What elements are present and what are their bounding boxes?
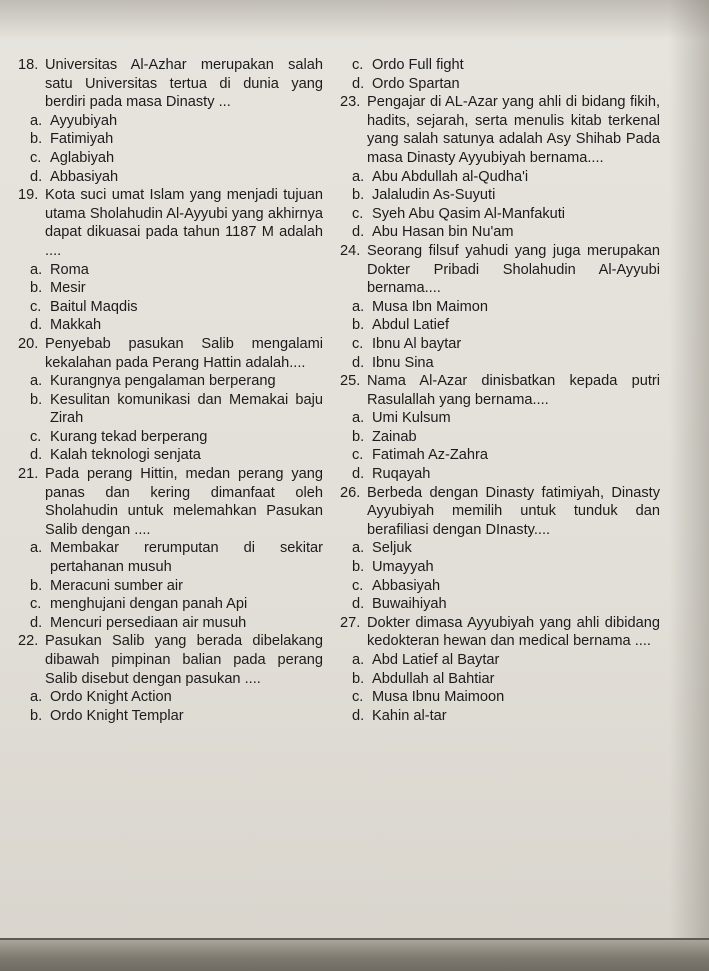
option-letter: a. (30, 112, 43, 129)
option-letter: a. (352, 652, 365, 668)
option-text: Abbasiyah (50, 168, 119, 185)
option-letter: a. (30, 540, 43, 557)
option-c[interactable] (352, 56, 660, 75)
option-text: Abbasiyah (372, 577, 441, 594)
option-letter: b. (30, 577, 43, 594)
option-text: Kalah teknologi senjata (50, 447, 201, 464)
option-letter: a. (352, 168, 365, 185)
question-24 (340, 242, 660, 372)
option-text: Ordo Knight Action (50, 689, 172, 706)
option-d[interactable] (352, 465, 660, 484)
option-d[interactable] (352, 75, 660, 94)
option-letter: d. (30, 614, 43, 631)
option-d[interactable] (352, 223, 660, 242)
page-shadow-right (669, 0, 709, 971)
option-b[interactable] (30, 130, 323, 149)
option-letter: d. (352, 75, 365, 92)
option-letter: c. (352, 577, 364, 594)
option-text: Ruqayah (372, 466, 431, 483)
option-c[interactable] (352, 446, 660, 465)
option-d[interactable] (30, 614, 323, 633)
option-a[interactable] (30, 372, 323, 391)
option-text: Abu Abdullah al-Qudha'i (372, 168, 529, 185)
option-c[interactable] (30, 595, 323, 614)
option-d[interactable] (352, 595, 660, 614)
option-b[interactable] (352, 428, 660, 447)
question-number: 26. (340, 484, 361, 501)
question-text: Pengajar di AL-Azar yang ahli di bidang fikih, hadits, sejarah, serta menulis kitab terkenal yang salah satunya adalah Asy Shihab Pada masa Dinasty Ayyubiyah bernama.... (367, 94, 660, 166)
option-text: Jalaludin As-Suyuti (372, 187, 496, 204)
option-text: Aglabiyah (50, 149, 115, 166)
option-text: Seljuk (372, 540, 412, 557)
question-text: Dokter dimasa Ayyubiyah yang ahli dibidang kedokteran hewan dan medical bernama .... (367, 614, 660, 650)
question-21 (18, 465, 323, 632)
option-text: Kahin al-tar (372, 707, 447, 724)
question-number: 22. (18, 633, 39, 650)
option-letter: a. (30, 373, 43, 390)
question-27 (340, 614, 660, 726)
option-c[interactable] (352, 205, 660, 224)
page-shadow-top (0, 0, 709, 40)
option-letter: c. (352, 335, 364, 352)
option-letter: d. (30, 447, 43, 464)
option-d[interactable] (352, 354, 660, 373)
option-b[interactable] (352, 558, 660, 577)
option-letter: d. (30, 168, 43, 185)
question-text: Nama Al-Azar dinisbatkan kepada putri Rasulallah yang bernama.... (367, 373, 660, 408)
question-number: 27. (340, 614, 361, 631)
option-letter: b. (352, 187, 365, 204)
left-column (18, 56, 323, 725)
option-text: Ordo Knight Templar (50, 707, 184, 724)
option-letter: c. (352, 447, 364, 464)
option-text: Fatimiyah (50, 131, 114, 148)
option-letter: b. (352, 428, 365, 445)
option-a[interactable] (352, 651, 660, 670)
option-letter: c. (30, 149, 42, 166)
option-c[interactable] (30, 298, 323, 317)
option-letter: a. (30, 689, 43, 706)
option-text: Baitul Maqdis (50, 298, 138, 315)
option-text: menghujani dengan panah Api (50, 596, 248, 613)
option-text: Musa Ibn Maimon (372, 298, 488, 315)
question-26 (340, 484, 660, 614)
option-text: Abd Latief al Baytar (372, 652, 500, 668)
question-number: 21. (18, 466, 39, 483)
option-letter: b. (30, 131, 43, 148)
option-text: Ibnu Al baytar (372, 335, 462, 352)
option-letter: b. (30, 391, 43, 408)
option-letter: b. (352, 670, 365, 687)
book-binding-strip (0, 940, 709, 971)
question-text: Pasukan Salib yang berada dibelakang dibawah pimpinan balian pada perang Salib disebut dengan pasukan .... (45, 633, 323, 687)
option-letter: b. (30, 707, 43, 724)
option-a[interactable] (352, 409, 660, 428)
question-number: 18. (18, 57, 39, 73)
option-letter: c. (30, 428, 42, 445)
option-a[interactable] (30, 261, 323, 280)
option-b[interactable] (352, 316, 660, 335)
question-22 (18, 632, 323, 725)
option-text: Buwaihiyah (372, 596, 447, 613)
question-text: Seorang filsuf yahudi yang juga merupakan Dokter Pribadi Sholahudin Al-Ayyubi bernama.... (367, 242, 660, 297)
option-b[interactable] (352, 186, 660, 205)
option-a[interactable] (30, 112, 323, 131)
option-text: Zainab (372, 428, 417, 445)
option-letter: c. (352, 689, 364, 706)
option-letter: a. (352, 410, 365, 427)
option-a[interactable] (30, 539, 323, 576)
option-c[interactable] (352, 335, 660, 354)
option-letter: d. (352, 466, 365, 483)
question-20 (18, 335, 323, 465)
question-number: 25. (340, 373, 361, 390)
question-19 (18, 186, 323, 335)
option-a[interactable] (352, 168, 660, 187)
option-letter: c. (352, 57, 364, 73)
option-b[interactable] (30, 279, 323, 298)
question-text: Kota suci umat Islam yang menjadi tujuan utama Sholahudin Al-Ayyubi yang akhirnya dapat dikuasai pada tahun 1187 M adalah .... (45, 187, 323, 259)
option-a[interactable] (30, 688, 323, 707)
option-text: Abdul Latief (372, 317, 450, 334)
option-letter: c. (30, 298, 42, 315)
option-text: Kurang tekad berperang (50, 428, 208, 445)
option-letter: d. (352, 707, 365, 724)
question-text: Universitas Al-Azhar merupakan salah satu Universitas tertua di dunia yang berdiri pada masa Dinasty ... (45, 57, 323, 111)
option-text: Fatimah Az-Zahra (372, 447, 488, 464)
question-number: 19. (18, 187, 39, 204)
question-23 (340, 93, 660, 242)
option-letter: a. (352, 298, 365, 315)
question-number: 20. (18, 335, 39, 352)
option-text: Syeh Abu Qasim Al-Manfakuti (372, 205, 566, 222)
option-letter: d. (352, 596, 365, 613)
option-d[interactable] (30, 446, 323, 465)
option-text: Umayyah (372, 559, 434, 576)
right-column (340, 56, 660, 725)
option-letter: d. (352, 354, 365, 371)
option-text: Mesir (50, 280, 86, 297)
option-letter: d. (352, 224, 365, 241)
option-a[interactable] (352, 298, 660, 317)
option-text: Makkah (50, 317, 102, 334)
question-25 (340, 372, 660, 484)
option-b[interactable] (30, 391, 323, 428)
option-c[interactable] (352, 577, 660, 596)
question-text: Berbeda dengan Dinasty fatimiyah, Dinasty Ayyubiyah memilih untuk tunduk dan berafiliasi dengan DInasty.... (367, 484, 660, 538)
option-text: Mencuri persediaan air musuh (50, 614, 247, 631)
option-d[interactable] (352, 707, 660, 726)
option-letter: c. (352, 205, 364, 222)
option-text: Roma (50, 261, 89, 278)
option-text: Ibnu Sina (372, 354, 434, 371)
option-b[interactable] (352, 670, 660, 689)
option-text: Abu Hasan bin Nu'am (372, 224, 514, 241)
option-text: Musa Ibnu Maimoon (372, 689, 505, 706)
question-22-continued-options (340, 56, 660, 93)
option-text: Kesulitan komunikasi dan Memakai baju Zirah (50, 391, 323, 427)
option-d[interactable] (30, 168, 323, 187)
option-letter: b. (352, 559, 365, 576)
option-b[interactable] (30, 577, 323, 596)
option-text: Ordo Full fight (372, 57, 464, 73)
option-text: Umi Kulsum (372, 410, 451, 427)
question-text: Pada perang Hittin, medan perang yang panas dan kering dimanfaat oleh Sholahudin untuk melemahkan Pasukan Salib dengan .... (45, 466, 323, 538)
option-c[interactable] (30, 149, 323, 168)
option-d[interactable] (30, 316, 323, 335)
option-text: Ordo Spartan (372, 75, 460, 92)
option-text: Kurangnya pengalaman berperang (50, 373, 276, 390)
option-letter: c. (30, 596, 42, 613)
option-text: Abdullah al Bahtiar (372, 670, 495, 687)
option-b[interactable] (30, 707, 323, 726)
option-letter: a. (352, 540, 365, 557)
option-letter: b. (352, 317, 365, 334)
option-text: Meracuni sumber air (50, 577, 184, 594)
option-letter: a. (30, 261, 43, 278)
question-18 (18, 56, 323, 186)
option-c[interactable] (30, 428, 323, 447)
option-a[interactable] (352, 539, 660, 558)
question-number: 23. (340, 94, 361, 111)
option-letter: d. (30, 317, 43, 334)
option-text: Ayyubiyah (50, 112, 118, 129)
option-c[interactable] (352, 688, 660, 707)
option-letter: b. (30, 280, 43, 297)
question-text: Penyebab pasukan Salib mengalami kekalahan pada Perang Hattin adalah.... (45, 335, 323, 371)
question-number: 24. (340, 242, 361, 259)
option-text: Membakar rerumputan di sekitar pertahanan musuh (50, 540, 323, 576)
